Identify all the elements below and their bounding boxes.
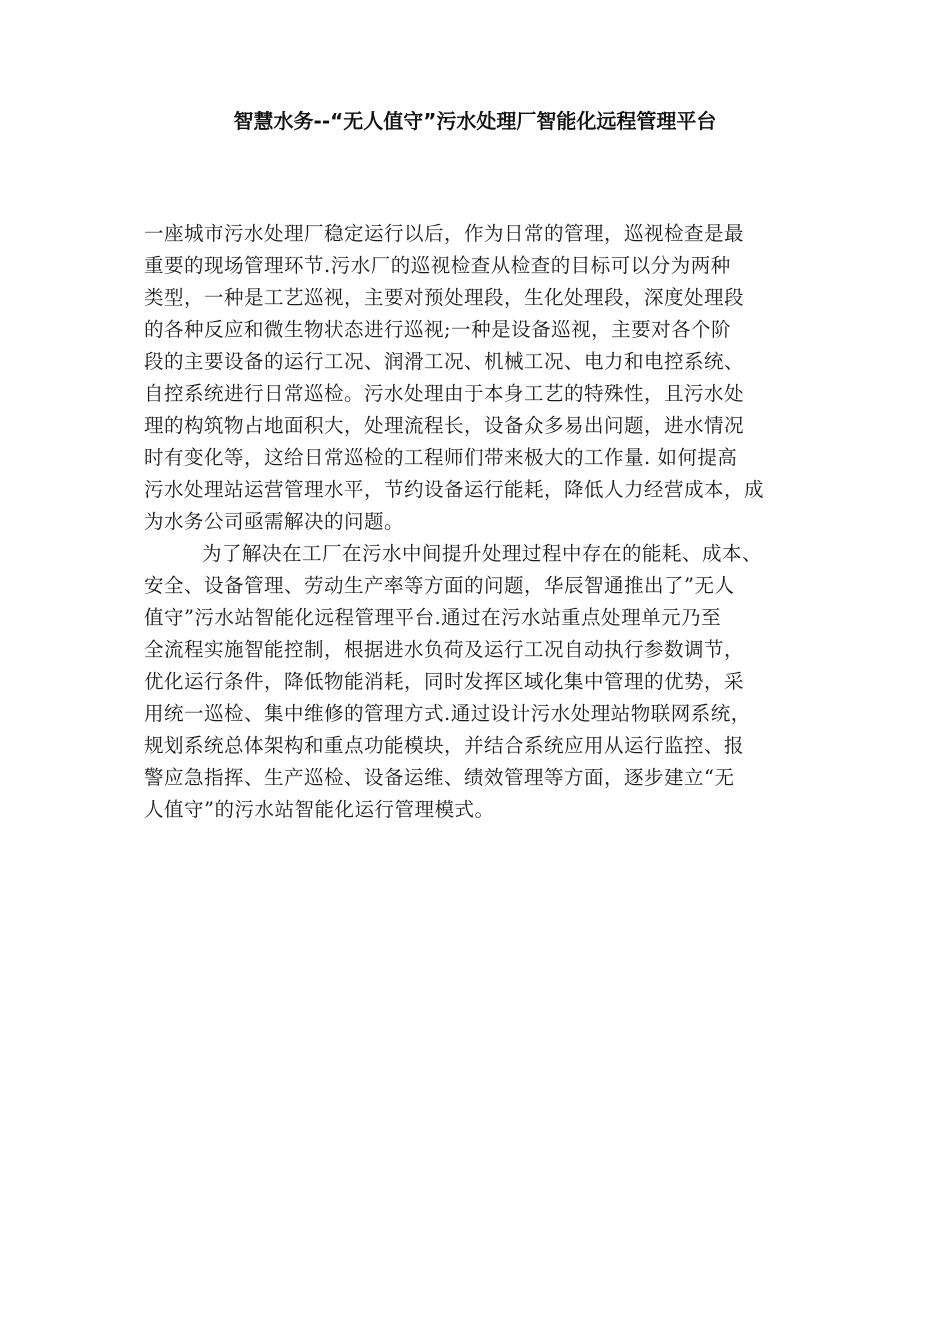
paragraph-line: 全流程实施智能控制，根据进水负荷及运行工况自动执行参数调节， [144, 638, 745, 661]
paragraph-line: 为了解决在工厂在污水中间提升处理过程中存在的能耗、成本、 [202, 542, 763, 565]
paragraph-line: 类型，一种是工艺巡视，主要对预处理段，生化处理段，深度处理段 [144, 286, 745, 309]
paragraph-line: 的各种反应和微生物状态进行巡视;一种是设备巡视，主要对各个阶 [144, 318, 732, 341]
document-title: 智慧水务--“无人值守”污水处理厂智能化远程管理平台 [233, 109, 717, 133]
paragraph-line: 为水务公司亟需解决的问题。 [144, 510, 405, 533]
paragraph-line: 重要的现场管理环节.污水厂的巡视检查从检查的目标可以分为两种 [144, 254, 731, 277]
paragraph-1 [144, 218, 818, 538]
paragraph-line: 一座城市污水处理厂稳定运行以后，作为日常的管理，巡视检查是最 [144, 222, 745, 245]
paragraph-line: 用统一巡检、集中维修的管理方式.通过设计污水处理站物联网系统， [144, 702, 751, 725]
paragraph-line: 值守”污水站智能化远程管理平台.通过在污水站重点处理单元乃至 [144, 606, 722, 629]
paragraph-line: 自控系统进行日常巡检。污水处理由于本身工艺的特殊性，且污水处 [144, 382, 745, 405]
paragraph-line: 安全、设备管理、劳动生产率等方面的问题，华辰智通推出了”无人 [144, 574, 735, 597]
paragraph-line: 时有变化等，这给日常巡检的工程师们带来极大的工作量. 如何提高 [144, 446, 738, 469]
paragraph-line: 警应急指挥、生产巡检、设备运维、绩效管理等方面，逐步建立“无 [144, 766, 735, 789]
paragraph-line: 理的构筑物占地面积大，处理流程长，设备众多易出问题，进水情况 [144, 414, 745, 437]
paragraph-line: 段的主要设备的运行工况、润滑工况、机械工况、电力和电控系统、 [144, 350, 745, 373]
paragraph-line: 污水处理站运营管理水平，节约设备运行能耗，降低人力经营成本，成 [144, 478, 765, 501]
paragraph-2 [144, 538, 818, 826]
paragraph-line: 人值守”的污水站智能化运行管理模式。 [144, 798, 495, 821]
paragraph-line: 规划系统总体架构和重点功能模块，并结合系统应用从运行监控、报 [144, 734, 745, 757]
paragraph-line: 优化运行条件，降低物能消耗，同时发挥区域化集中管理的优势，采 [144, 670, 745, 693]
document-body [144, 218, 818, 826]
